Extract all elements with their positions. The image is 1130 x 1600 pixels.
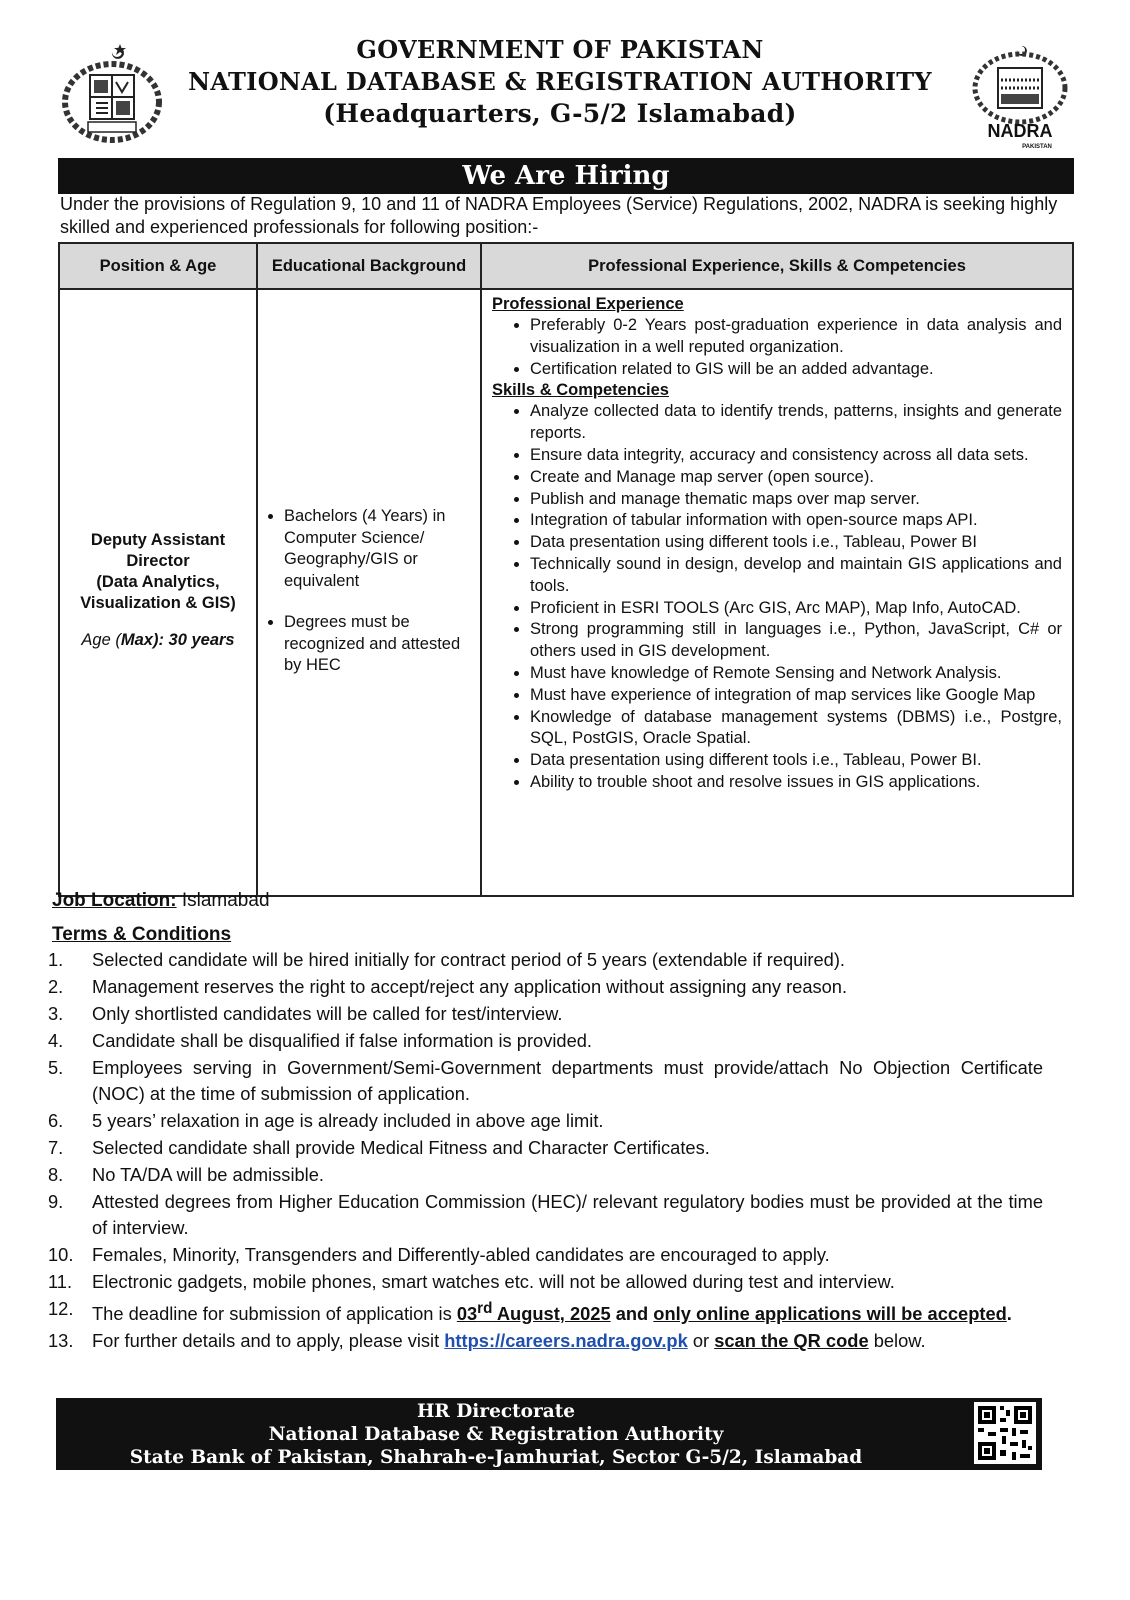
position-title-line: Deputy Assistant <box>90 531 226 549</box>
list-item: 1. Selected candidate will be hired initially for contract period of 5 years (extendable if required). <box>48 949 845 970</box>
list-item: • Publish and manage thematic maps over map server. <box>530 489 1062 511</box>
list-item: • Data presentation using different tools i.e., Tableau, Power BI. <box>530 750 1062 772</box>
position-cell <box>59 289 257 896</box>
term-number: 13. <box>48 1330 74 1352</box>
skills-heading: Skills & Competencies <box>492 381 669 400</box>
document-header <box>0 0 1130 150</box>
position-title <box>60 290 256 614</box>
list-item: 3. Only shortlisted candidates will be called for test/interview. <box>48 1003 563 1024</box>
experience-heading: Professional Experience <box>492 295 684 313</box>
term-text: Employees serving in Government/Semi-Government departments must provide/attach No Objection Certificate (NOC) at the time of submission of application. <box>92 1057 1043 1104</box>
header-line-government: GOVERNMENT OF PAKISTAN <box>356 35 764 64</box>
term-text: Electronic gadgets, mobile phones, smart watches etc. will not be allowed during test and interview. <box>92 1271 895 1292</box>
list-item: • Create and Manage map server (open source). <box>530 467 1062 489</box>
footer-address <box>56 1400 936 1469</box>
header-title-block <box>175 34 945 130</box>
header-line-authority: NATIONAL DATABASE & REGISTRATION AUTHORITY <box>188 67 932 96</box>
term-text: 5 years’ relaxation in age is already included in above age limit. <box>92 1110 604 1131</box>
scan-qr-note: scan the QR code <box>714 1330 869 1352</box>
list-item: • Ability to trouble shoot and resolve issues in GIS applications. <box>530 772 1062 794</box>
footer-line-directorate: HR Directorate <box>416 1401 576 1422</box>
deadline-date <box>456 1300 611 1325</box>
list-item: 5. Employees serving in Government/Semi-Government departments must provide/attach No Objection Certificate (NOC) at the time of submission of application. <box>48 1057 1043 1104</box>
term-text: Only shortlisted candidates will be called for test/interview. <box>92 1003 563 1024</box>
position-title-line: (Data Analytics, <box>96 573 220 591</box>
position-age <box>60 630 256 895</box>
position-title-line: Director <box>126 552 190 570</box>
job-location <box>52 888 270 914</box>
term-text: . <box>1006 1303 1012 1325</box>
position-title-line: Visualization & GIS) <box>80 594 236 612</box>
term-text: Selected candidate shall provide Medical Fitness and Character Certificates. <box>92 1137 710 1158</box>
list-item <box>48 1296 1043 1327</box>
terms-title: Terms & Conditions <box>52 924 232 945</box>
list-item: 6. 5 years’ relaxation in age is already included in above age limit. <box>48 1110 604 1131</box>
list-item <box>48 1328 1043 1354</box>
job-location-label: Job Location: <box>52 890 177 911</box>
header-education: Educational Background <box>257 243 481 289</box>
list-item: • Preferably 0-2 Years post-graduation experience in data analysis and visualization in a well reputed organization. <box>530 315 1062 359</box>
term-text: below. <box>868 1330 926 1352</box>
table-header-row <box>59 243 1073 289</box>
position-table <box>58 242 1074 897</box>
footer-line-address: State Bank of Pakistan, Shahrah-e-Jamhuriat, Sector G-5/2, Islamabad <box>129 1447 863 1468</box>
education-list <box>266 506 472 677</box>
term-text: and <box>610 1303 654 1325</box>
experience-list <box>492 315 1062 380</box>
term-text: For further details and to apply, please visit <box>92 1330 445 1352</box>
hiring-banner <box>58 158 1074 194</box>
list-item: • Certification related to GIS will be an added advantage. <box>530 359 1062 381</box>
online-only-note: only online applications will be accepted <box>653 1303 1007 1325</box>
skills-list <box>492 401 1062 793</box>
term-text: Management reserves the right to accept/reject any application without assigning any reason. <box>92 976 848 997</box>
age-max: Max <box>120 631 153 649</box>
government-emblem-icon <box>60 40 165 145</box>
experience-cell <box>481 289 1073 896</box>
age-value: ): 30 years <box>152 631 235 649</box>
deadline-day-suffix: rd <box>477 1300 493 1317</box>
careers-link[interactable]: https://careers.nadra.gov.pk <box>444 1330 688 1352</box>
term-text: Females, Minority, Transgenders and Differently-abled candidates are encouraged to apply. <box>92 1244 830 1265</box>
list-item: • Strong programming still in languages i.e., Python, JavaScript, C# or others used in GIS development. <box>530 619 1062 663</box>
education-cell <box>257 289 481 896</box>
hiring-banner-text: We Are Hiring <box>462 161 670 191</box>
list-item: • Integration of tabular information with open-source maps API. <box>530 510 1062 532</box>
term-text: Candidate shall be disqualified if false information is provided. <box>92 1030 592 1051</box>
list-item: 2. Management reserves the right to accept/reject any application without assigning any reason. <box>48 976 848 997</box>
nadra-logo-icon <box>965 40 1075 155</box>
list-item: • Bachelors (4 Years) in Computer Science/ Geography/GIS or equivalent <box>284 506 472 592</box>
table-row <box>59 289 1073 896</box>
list-item: • Technically sound in design, develop and maintain GIS applications and tools. <box>530 554 1062 598</box>
list-item: 11. Electronic gadgets, mobile phones, smart watches etc. will not be allowed during test and interview. <box>48 1271 895 1292</box>
list-item: 7. Selected candidate shall provide Medical Fitness and Character Certificates. <box>48 1137 710 1158</box>
list-item: • Degrees must be recognized and attested by HEC <box>284 612 472 677</box>
qr-code-icon[interactable] <box>974 1402 1036 1464</box>
term-text: No TA/DA will be admissible. <box>92 1164 324 1185</box>
list-item: • Must have knowledge of Remote Sensing and Network Analysis. <box>530 663 1062 685</box>
header-position-age: Position & Age <box>59 243 257 289</box>
list-item: 4. Candidate shall be disqualified if false information is provided. <box>48 1030 592 1051</box>
list-item: • Knowledge of database management systems (DBMS) i.e., Postgre, SQL, PostGIS, Oracle Spatial. <box>530 707 1062 751</box>
age-prefix: Age ( <box>81 631 121 649</box>
nadra-logo-text: NADRA <box>987 121 1053 141</box>
list-item: • Must have experience of integration of map services like Google Map <box>530 685 1062 707</box>
term-text: or <box>687 1330 715 1352</box>
list-item: • Analyze collected data to identify trends, patterns, insights and generate reports. <box>530 401 1062 445</box>
list-item: 10. Females, Minority, Transgenders and Differently-abled candidates are encouraged to apply. <box>48 1244 830 1265</box>
deadline-day: 03 <box>456 1303 478 1325</box>
list-item: • Proficient in ESRI TOOLS (Arc GIS, Arc MAP), Map Info, AutoCAD. <box>530 598 1062 620</box>
header-line-headquarters: (Headquarters, G-5/2 Islamabad) <box>323 99 797 128</box>
term-number: 12. <box>48 1298 74 1319</box>
footer-banner <box>56 1398 1042 1470</box>
nadra-logo-subtext: PAKISTAN <box>1022 144 1052 150</box>
term-text: Attested degrees from Higher Education Commission (HEC)/ relevant regulatory bodies must be provided at the time of interview. <box>92 1191 1043 1238</box>
list-item: 9. Attested degrees from Higher Education Commission (HEC)/ relevant regulatory bodies must be provided at the time of interview. <box>48 1191 1043 1238</box>
term-text: Selected candidate will be hired initially for contract period of 5 years (extendable if required). <box>92 949 845 970</box>
deadline-month-year: August, 2025 <box>492 1303 611 1325</box>
list-item: • Ensure data integrity, accuracy and consistency across all data sets. <box>530 445 1062 467</box>
list-item: 8. No TA/DA will be admissible. <box>48 1164 324 1185</box>
job-location-value: Islamabad <box>181 890 270 911</box>
footer-line-authority: National Database & Registration Authority <box>268 1424 724 1445</box>
term-text: The deadline for submission of application is <box>92 1303 457 1325</box>
terms-list <box>48 947 1043 1355</box>
header-experience: Professional Experience, Skills & Competencies <box>481 243 1073 289</box>
list-item: • Data presentation using different tools i.e., Tableau, Power BI <box>530 532 1062 554</box>
intro-paragraph: Under the provisions of Regulation 9, 10 and 11 of NADRA Employees (Service) Regulations, 2002, NADRA is seeking highly skilled and experienced professionals for following position:- <box>60 194 1058 237</box>
